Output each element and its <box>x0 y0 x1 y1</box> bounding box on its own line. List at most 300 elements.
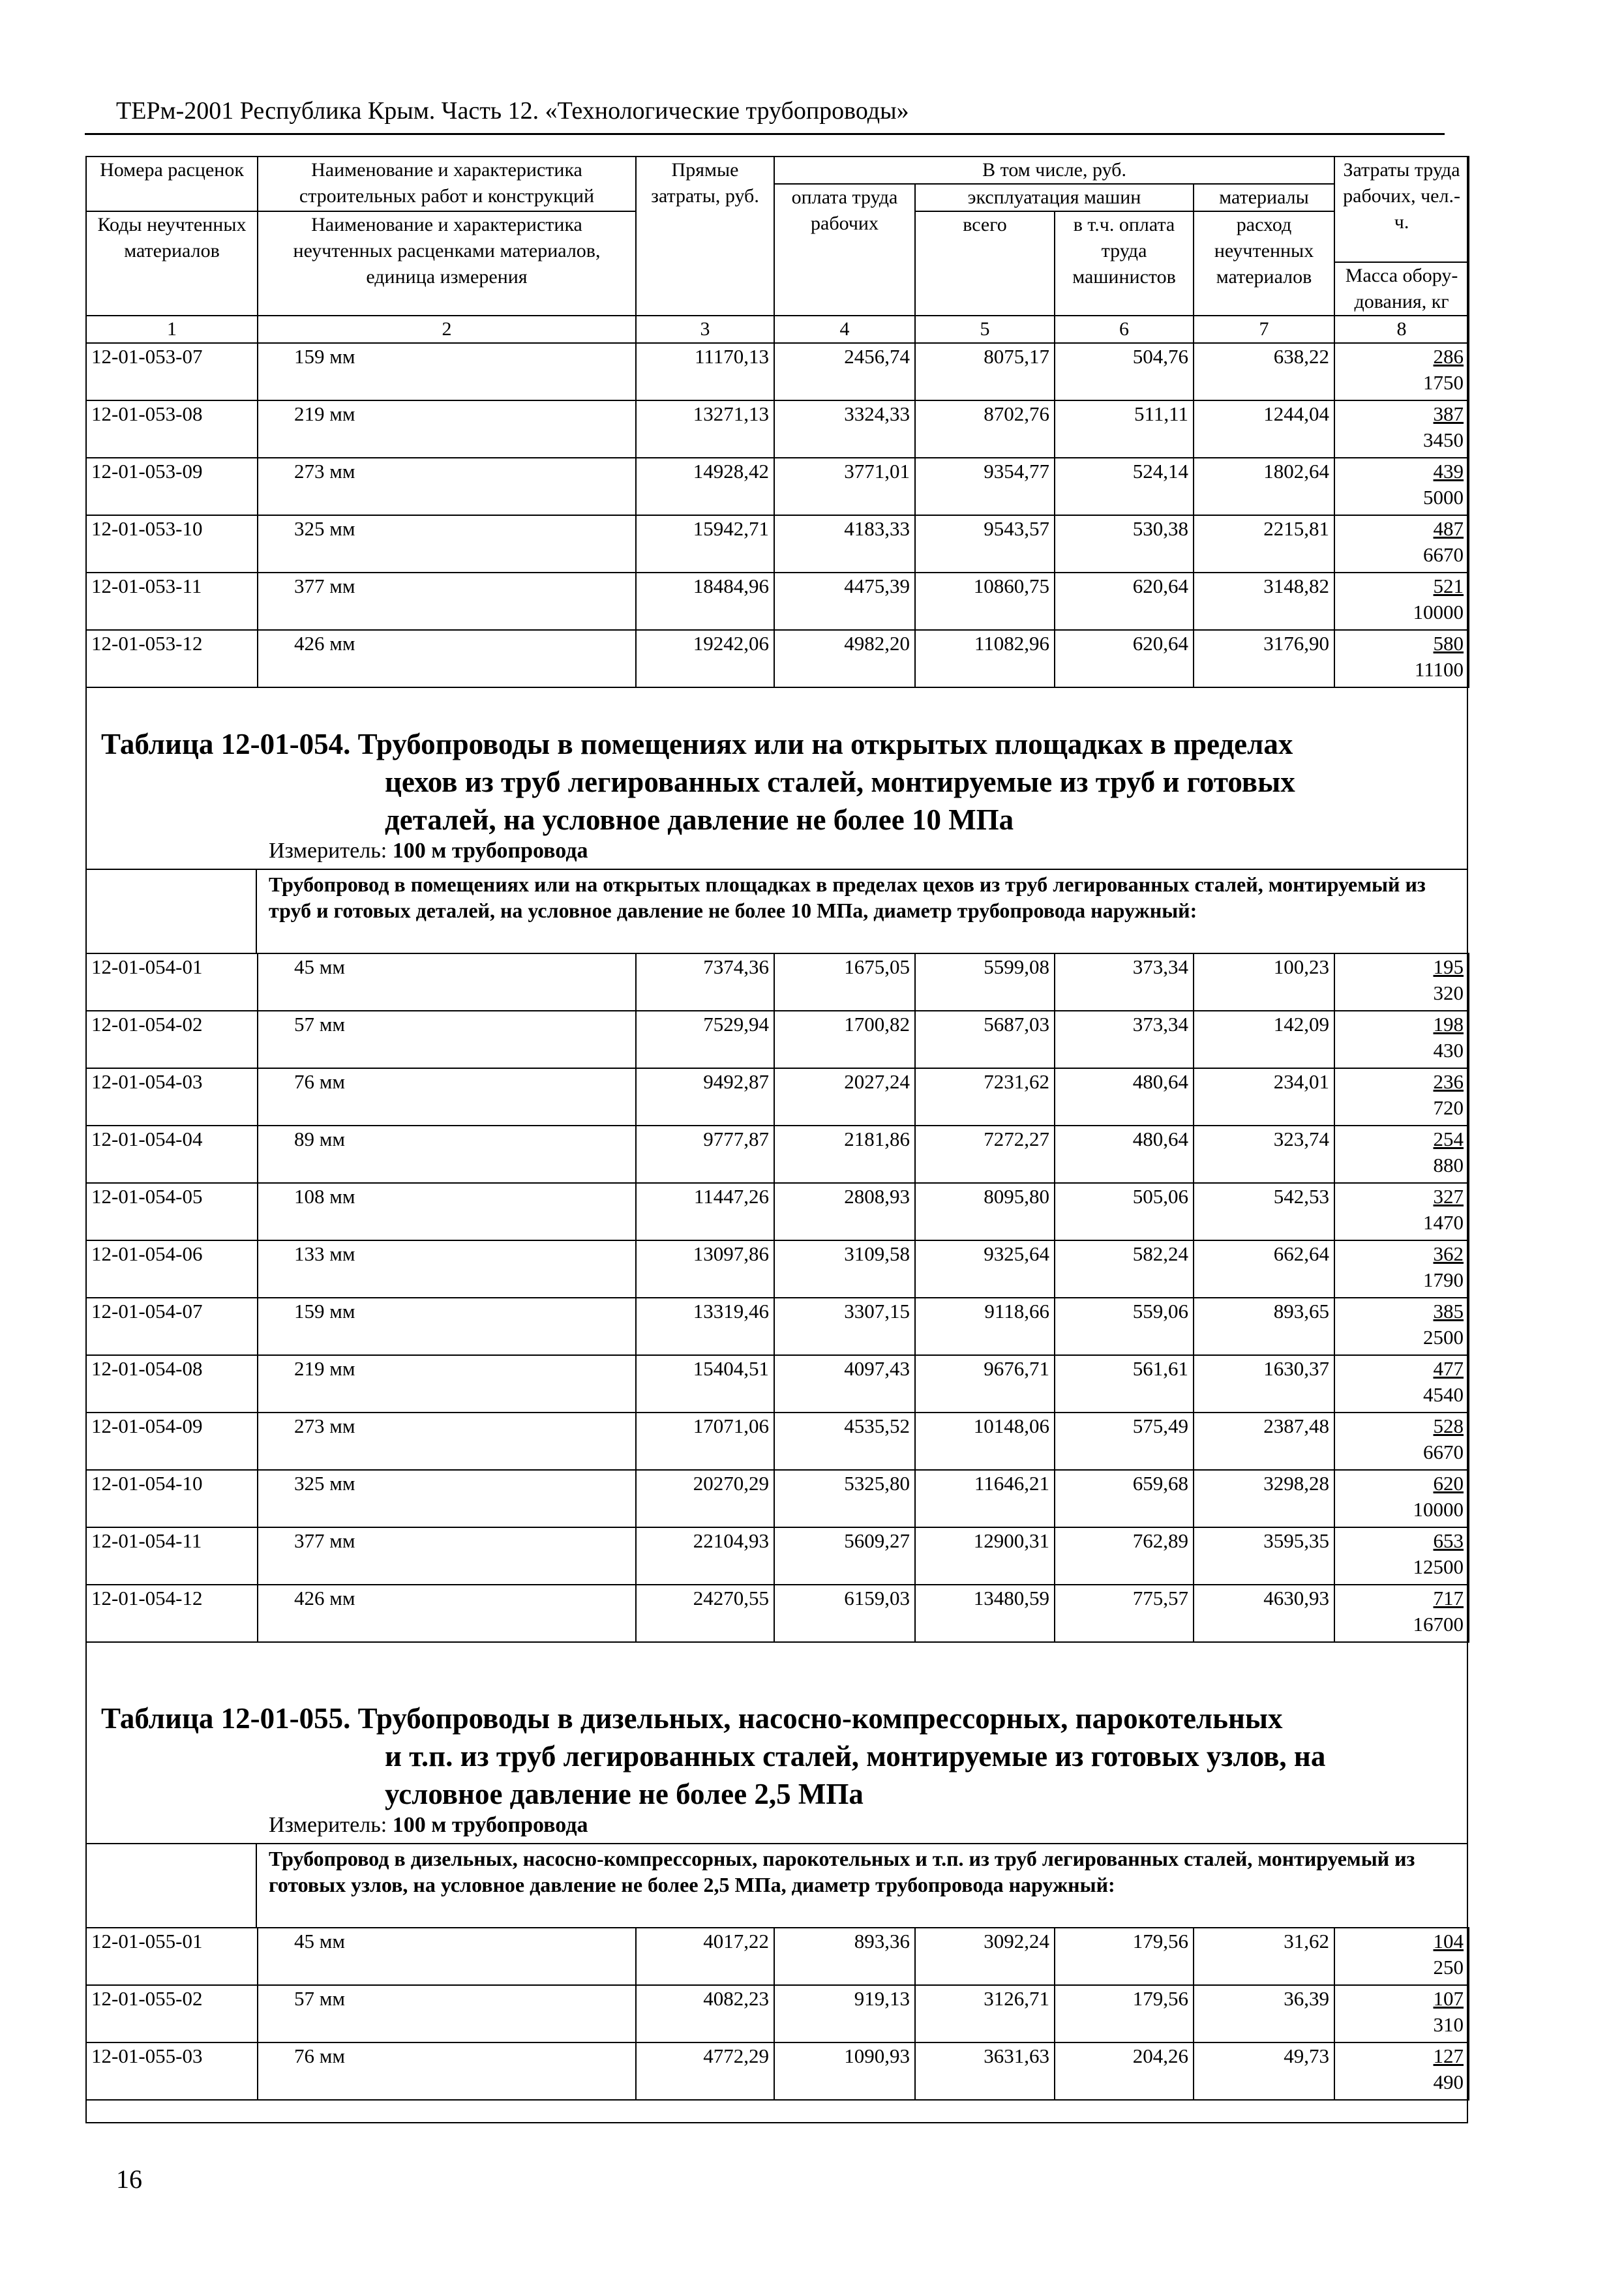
rate-code-value: 12-01-055-01 <box>91 1930 203 1952</box>
running-header: ТЕРм-2001 Республика Крым. Часть 12. «Технологические трубопроводы» <box>116 97 909 125</box>
rate-code <box>86 1527 258 1585</box>
header-rule <box>85 133 1445 135</box>
table-row <box>86 1355 1469 1413</box>
machine-cost <box>915 1470 1055 1527</box>
material-cost <box>1194 1985 1334 2042</box>
operator-labor-cost-value: 620,64 <box>1132 575 1188 597</box>
direct-cost-value: 13319,46 <box>693 1300 769 1323</box>
table-054-desc-divider <box>256 869 257 953</box>
work-name <box>258 1183 636 1240</box>
rate-code <box>86 953 258 1011</box>
machine-cost-value: 11646,21 <box>974 1472 1049 1495</box>
labor-hours-value: 127 <box>1433 2044 1464 2067</box>
machine-cost-value: 3631,63 <box>984 2044 1049 2067</box>
operator-labor-cost-value: 659,68 <box>1132 1472 1188 1495</box>
direct-cost <box>636 1527 774 1585</box>
table-row <box>86 400 1469 458</box>
operator-labor-cost-value: 530,38 <box>1132 517 1188 540</box>
labor-cost-value: 2456,74 <box>844 345 910 368</box>
labor-hours-value: 620 <box>1433 1472 1464 1495</box>
labor-hours-mass <box>1334 953 1469 1011</box>
work-name <box>258 1585 636 1642</box>
machine-cost-value: 9676,71 <box>984 1357 1049 1380</box>
table-row <box>86 1585 1469 1642</box>
direct-cost <box>636 343 774 400</box>
material-cost-value: 1630,37 <box>1263 1357 1329 1380</box>
labor-cost <box>774 343 915 400</box>
direct-cost-value: 22104,93 <box>693 1529 769 1552</box>
labor-cost-value: 3324,33 <box>844 402 910 425</box>
table-row <box>86 2042 1469 2100</box>
equipment-mass-value: 3450 <box>1423 428 1464 451</box>
labor-cost-value: 5609,27 <box>844 1529 910 1552</box>
material-cost <box>1194 515 1334 573</box>
labor-cost <box>774 1928 915 1985</box>
machine-cost-value: 8095,80 <box>984 1185 1049 1208</box>
labor-hours-value: 104 <box>1433 1930 1464 1952</box>
work-name-value: 219 мм <box>294 402 355 425</box>
rate-code-value: 12-01-054-11 <box>91 1529 202 1552</box>
operator-labor-cost-value: 204,26 <box>1132 2044 1188 2067</box>
material-cost <box>1194 953 1334 1011</box>
column-number: 5 <box>915 316 1055 343</box>
equipment-mass-value: 12500 <box>1413 1555 1464 1578</box>
labor-hours-value: 362 <box>1433 1242 1464 1265</box>
material-cost <box>1194 1126 1334 1183</box>
direct-cost <box>636 458 774 515</box>
work-name <box>258 400 636 458</box>
labor-hours-mass <box>1334 1183 1469 1240</box>
direct-cost <box>636 400 774 458</box>
labor-hours-mass <box>1334 1413 1469 1470</box>
table-row <box>86 1413 1469 1470</box>
work-name <box>258 953 636 1011</box>
col8-header-bottom: Масса обору-дования, кг <box>1334 262 1469 316</box>
meter-value: 100 м трубопровода <box>392 1813 588 1837</box>
column-number: 3 <box>636 316 774 343</box>
labor-hours-mass <box>1334 343 1469 400</box>
rate-code-value: 12-01-054-07 <box>91 1300 203 1323</box>
table-055-title-line3: условное давление не более 2,5 МПа <box>385 1778 864 1810</box>
work-name <box>258 1928 636 1985</box>
material-cost <box>1194 343 1334 400</box>
material-cost-value: 893,65 <box>1273 1300 1329 1323</box>
direct-cost-value: 9492,87 <box>703 1070 769 1093</box>
direct-cost <box>636 2042 774 2100</box>
equipment-mass-value: 16700 <box>1413 1613 1464 1636</box>
direct-cost <box>636 573 774 630</box>
material-cost <box>1194 1011 1334 1068</box>
rate-code-value: 12-01-054-02 <box>91 1013 203 1036</box>
operator-labor-cost <box>1055 1985 1194 2042</box>
direct-cost-value: 15942,71 <box>693 517 769 540</box>
operator-labor-cost-value: 511,11 <box>1134 402 1188 425</box>
material-cost-value: 1802,64 <box>1263 460 1330 483</box>
operator-labor-cost <box>1055 1011 1194 1068</box>
table-row <box>86 458 1469 515</box>
labor-cost-value: 2027,24 <box>844 1070 910 1093</box>
column-number: 1 <box>86 316 258 343</box>
equipment-mass-value: 10000 <box>1413 601 1464 623</box>
material-cost <box>1194 1928 1334 1985</box>
machine-cost-value: 7231,62 <box>984 1070 1049 1093</box>
rate-code-value: 12-01-053-08 <box>91 402 203 425</box>
direct-cost-value: 7529,94 <box>703 1013 769 1036</box>
equipment-mass-value: 430 <box>1433 1039 1464 1062</box>
labor-cost <box>774 458 915 515</box>
labor-hours-mass <box>1334 1355 1469 1413</box>
table-055-title-line1: Таблица 12-01-055. Трубопроводы в дизельных, насосно-компрессорных, парокотельных <box>101 1702 1283 1735</box>
labor-cost-value: 3771,01 <box>844 460 910 483</box>
table-row <box>86 515 1469 573</box>
column-number: 2 <box>258 316 636 343</box>
pricing-table-053 <box>85 156 1469 688</box>
table-row <box>86 573 1469 630</box>
table-055-meter <box>269 1813 588 1838</box>
material-cost <box>1194 1413 1334 1470</box>
direct-cost-value: 13271,13 <box>693 402 769 425</box>
rate-code-value: 12-01-054-10 <box>91 1472 203 1495</box>
rate-code <box>86 1298 258 1355</box>
labor-hours-value: 198 <box>1433 1013 1464 1036</box>
material-cost <box>1194 458 1334 515</box>
machine-cost <box>915 1240 1055 1298</box>
rate-code <box>86 1985 258 2042</box>
work-name <box>258 1413 636 1470</box>
direct-cost-value: 15404,51 <box>693 1357 769 1380</box>
rate-code <box>86 400 258 458</box>
rate-code <box>86 1928 258 1985</box>
equipment-mass-value: 4540 <box>1423 1383 1464 1406</box>
operator-labor-cost-value: 762,89 <box>1132 1529 1188 1552</box>
work-name-value: 45 мм <box>294 955 345 978</box>
machine-cost-value: 3126,71 <box>984 1987 1049 2010</box>
labor-hours-mass <box>1334 1985 1469 2042</box>
equipment-mass-value: 320 <box>1433 981 1464 1004</box>
work-name <box>258 1527 636 1585</box>
machine-cost <box>915 1298 1055 1355</box>
material-cost <box>1194 1183 1334 1240</box>
labor-cost <box>774 1355 915 1413</box>
table-row <box>86 1126 1469 1183</box>
table-row <box>86 1068 1469 1126</box>
rate-code-value: 12-01-054-05 <box>91 1185 203 1208</box>
operator-labor-cost <box>1055 1413 1194 1470</box>
table-row <box>86 1298 1469 1355</box>
page-number: 16 <box>116 2164 142 2194</box>
operator-labor-cost <box>1055 1928 1194 1985</box>
labor-cost-value: 893,36 <box>854 1930 910 1952</box>
operator-labor-cost-value: 505,06 <box>1132 1185 1188 1208</box>
labor-cost-value: 4535,52 <box>844 1414 910 1437</box>
operator-labor-cost <box>1055 1585 1194 1642</box>
work-name-value: 76 мм <box>294 1070 345 1093</box>
material-cost-value: 3176,90 <box>1263 632 1330 655</box>
table-row <box>86 630 1469 687</box>
direct-cost <box>636 1585 774 1642</box>
labor-hours-value: 286 <box>1433 345 1464 368</box>
rate-code <box>86 1470 258 1527</box>
equipment-mass-value: 250 <box>1433 1956 1464 1979</box>
machine-cost <box>915 1527 1055 1585</box>
work-name-value: 325 мм <box>294 1472 355 1495</box>
work-name-value: 426 мм <box>294 1587 355 1609</box>
work-name <box>258 458 636 515</box>
direct-cost-value: 20270,29 <box>693 1472 769 1495</box>
table-054-description: Трубопровод в помещениях или на открытых площадках в пределах цехов из труб легированных сталей, монтируемый из труб и готовых деталей, на условное давление не более 10 МПа, диаметр трубопровода наружный: <box>269 873 1426 922</box>
labor-hours-value: 327 <box>1433 1185 1464 1208</box>
work-name-value: 159 мм <box>294 345 355 368</box>
operator-labor-cost-value: 524,14 <box>1132 460 1188 483</box>
direct-cost <box>636 1355 774 1413</box>
col2-header-bottom: Наименование и характеристика неучтенных расценками материалов, единица измерения <box>258 211 636 316</box>
machine-cost <box>915 1183 1055 1240</box>
table-row <box>86 1240 1469 1298</box>
rate-code <box>86 1240 258 1298</box>
material-cost-value: 2387,48 <box>1263 1414 1329 1437</box>
labor-cost <box>774 1011 915 1068</box>
direct-cost-value: 7374,36 <box>703 955 769 978</box>
equipment-mass-value: 880 <box>1433 1154 1464 1176</box>
machine-cost <box>915 1068 1055 1126</box>
work-name-value: 76 мм <box>294 2044 345 2067</box>
labor-cost <box>774 1126 915 1183</box>
material-cost <box>1194 1585 1334 1642</box>
labor-hours-value: 528 <box>1433 1414 1464 1437</box>
meter-label: Измеритель: <box>269 1813 387 1837</box>
material-cost <box>1194 573 1334 630</box>
operator-labor-cost-value: 582,24 <box>1132 1242 1188 1265</box>
machine-cost-value: 9325,64 <box>984 1242 1049 1265</box>
work-name <box>258 1985 636 2042</box>
labor-hours-value: 487 <box>1433 517 1464 540</box>
labor-hours-mass <box>1334 1298 1469 1355</box>
work-name-value: 108 мм <box>294 1185 355 1208</box>
labor-hours-mass <box>1334 1068 1469 1126</box>
material-cost <box>1194 1355 1334 1413</box>
labor-cost <box>774 1413 915 1470</box>
rate-code-value: 12-01-053-09 <box>91 460 203 483</box>
rate-code-value: 12-01-053-11 <box>91 575 202 597</box>
group-header: В том числе, руб. <box>774 157 1334 184</box>
work-name-value: 45 мм <box>294 1930 345 1952</box>
operator-labor-cost <box>1055 458 1194 515</box>
work-name <box>258 573 636 630</box>
table-055-desc-divider <box>256 1843 257 1928</box>
labor-hours-mass <box>1334 573 1469 630</box>
labor-hours-value: 385 <box>1433 1300 1464 1323</box>
meter-value: 100 м трубопровода <box>392 839 588 863</box>
labor-hours-mass <box>1334 1527 1469 1585</box>
rate-code <box>86 1355 258 1413</box>
direct-cost-value: 24270,55 <box>693 1587 769 1609</box>
labor-hours-value: 477 <box>1433 1357 1464 1380</box>
work-name <box>258 1298 636 1355</box>
operator-labor-cost <box>1055 515 1194 573</box>
labor-hours-mass <box>1334 1011 1469 1068</box>
machine-cost <box>915 1011 1055 1068</box>
material-cost-value: 323,74 <box>1273 1128 1329 1150</box>
rate-code-value: 12-01-053-10 <box>91 517 203 540</box>
labor-cost-value: 5325,80 <box>844 1472 910 1495</box>
rate-code <box>86 573 258 630</box>
equipment-mass-value: 6670 <box>1423 1441 1464 1463</box>
rate-code <box>86 1585 258 1642</box>
machine-cost-value: 10148,06 <box>973 1414 1049 1437</box>
work-name-value: 325 мм <box>294 517 355 540</box>
table-row <box>86 1470 1469 1527</box>
rate-code <box>86 1011 258 1068</box>
table-054-title-line2: цехов из труб легированных сталей, монтируемые из труб и готовых <box>385 766 1295 798</box>
operator-labor-cost-value: 373,34 <box>1132 1013 1188 1036</box>
material-cost <box>1194 630 1334 687</box>
direct-cost-value: 18484,96 <box>693 575 769 597</box>
material-cost-value: 542,53 <box>1273 1185 1329 1208</box>
table-row <box>86 1527 1469 1585</box>
pricing-table-055 <box>85 1927 1469 2101</box>
work-name-value: 377 мм <box>294 575 355 597</box>
labor-hours-value: 107 <box>1433 1987 1464 2010</box>
labor-cost-value: 4183,33 <box>844 517 910 540</box>
labor-hours-mass <box>1334 458 1469 515</box>
rate-code-value: 12-01-053-07 <box>91 345 203 368</box>
operator-labor-cost-value: 373,34 <box>1132 955 1188 978</box>
machine-cost <box>915 1928 1055 1985</box>
column-number: 8 <box>1334 316 1469 343</box>
direct-cost-value: 11447,26 <box>693 1185 769 1208</box>
direct-cost <box>636 1126 774 1183</box>
direct-cost <box>636 1068 774 1126</box>
operator-labor-cost-value: 179,56 <box>1132 1987 1188 2010</box>
machine-cost-value: 3092,24 <box>984 1930 1049 1952</box>
labor-cost <box>774 630 915 687</box>
labor-cost <box>774 1183 915 1240</box>
direct-cost-value: 13097,86 <box>693 1242 769 1265</box>
direct-cost-value: 17071,06 <box>693 1414 769 1437</box>
operator-labor-cost-value: 480,64 <box>1132 1128 1188 1150</box>
labor-cost-value: 1090,93 <box>844 2044 910 2067</box>
rate-code <box>86 515 258 573</box>
labor-hours-value: 580 <box>1433 632 1464 655</box>
operator-labor-cost <box>1055 630 1194 687</box>
labor-cost-value: 4475,39 <box>844 575 910 597</box>
machines-header: эксплуатация машин <box>915 184 1194 211</box>
operator-labor-cost-value: 504,76 <box>1132 345 1188 368</box>
labor-hours-value: 236 <box>1433 1070 1464 1093</box>
table-row <box>86 1928 1469 1985</box>
work-name <box>258 343 636 400</box>
labor-hours-mass <box>1334 400 1469 458</box>
direct-cost <box>636 1413 774 1470</box>
work-name <box>258 1068 636 1126</box>
table-row <box>86 1011 1469 1068</box>
material-cost <box>1194 1298 1334 1355</box>
work-name-value: 426 мм <box>294 632 355 655</box>
material-cost-value: 2215,81 <box>1263 517 1330 540</box>
labor-cost <box>774 1985 915 2042</box>
labor-cost-value: 6159,03 <box>844 1587 910 1609</box>
direct-cost-value: 19242,06 <box>693 632 769 655</box>
equipment-mass-value: 1750 <box>1423 371 1464 394</box>
machine-cost-value: 8075,17 <box>984 345 1049 368</box>
equipment-mass-value: 6670 <box>1423 543 1464 566</box>
table-055-description: Трубопровод в дизельных, насосно-компрессорных, парокотельных и т.п. из труб легированных сталей, монтируемый из готовых узлов, на условное давление не более 2,5 МПа, диаметр трубопровода наружный: <box>269 1847 1415 1896</box>
material-cost-value: 234,01 <box>1273 1070 1329 1093</box>
labor-cost-value: 2808,93 <box>844 1185 910 1208</box>
table-row <box>86 953 1469 1011</box>
material-cost-value: 100,23 <box>1273 955 1329 978</box>
material-cost-value: 142,09 <box>1273 1013 1329 1036</box>
direct-cost <box>636 953 774 1011</box>
operator-labor-cost <box>1055 1527 1194 1585</box>
rate-code <box>86 1183 258 1240</box>
direct-cost <box>636 630 774 687</box>
labor-cost <box>774 1068 915 1126</box>
table-row <box>86 1985 1469 2042</box>
work-name <box>258 515 636 573</box>
table-row <box>86 343 1469 400</box>
machine-cost-value: 5687,03 <box>984 1013 1049 1036</box>
rate-code-value: 12-01-054-06 <box>91 1242 203 1265</box>
equipment-mass-value: 11100 <box>1414 658 1464 681</box>
direct-cost <box>636 1240 774 1298</box>
labor-cost <box>774 515 915 573</box>
labor-hours-value: 439 <box>1433 460 1464 483</box>
rate-code <box>86 458 258 515</box>
direct-cost <box>636 1928 774 1985</box>
equipment-mass-value: 720 <box>1433 1096 1464 1119</box>
col1-header-top: Номера расценок <box>86 157 258 211</box>
machine-cost <box>915 1985 1055 2042</box>
table-055-title <box>101 1699 1325 1813</box>
material-cost <box>1194 2042 1334 2100</box>
table-054-top-rule <box>85 869 1468 870</box>
material-cost <box>1194 1068 1334 1126</box>
material-cost-value: 4630,93 <box>1263 1587 1329 1609</box>
work-name <box>258 1126 636 1183</box>
labor-cost-value: 1675,05 <box>844 955 910 978</box>
work-name <box>258 2042 636 2100</box>
equipment-mass-value: 10000 <box>1413 1498 1464 1521</box>
machine-cost-value: 11082,96 <box>974 632 1049 655</box>
material-cost-value: 3148,82 <box>1263 575 1330 597</box>
labor-hours-mass <box>1334 630 1469 687</box>
operator-labor-cost-value: 480,64 <box>1132 1070 1188 1093</box>
labor-cost-value: 2181,86 <box>844 1128 910 1150</box>
pricing-table-054 <box>85 953 1469 1643</box>
operator-labor-cost <box>1055 1470 1194 1527</box>
material-cost-value: 1244,04 <box>1263 402 1330 425</box>
machine-cost <box>915 1585 1055 1642</box>
machine-cost <box>915 458 1055 515</box>
work-name-value: 273 мм <box>294 460 355 483</box>
rate-code <box>86 343 258 400</box>
labor-hours-value: 653 <box>1433 1529 1464 1552</box>
operator-labor-cost <box>1055 573 1194 630</box>
operator-labor-cost <box>1055 1355 1194 1413</box>
labor-cost-value: 3109,58 <box>844 1242 910 1265</box>
work-name <box>258 1011 636 1068</box>
labor-hours-mass <box>1334 1585 1469 1642</box>
col7-header: расход неучтенных материалов <box>1194 211 1334 316</box>
column-number: 7 <box>1194 316 1334 343</box>
machine-cost-value: 9354,77 <box>984 460 1049 483</box>
column-number: 4 <box>774 316 915 343</box>
machine-cost-value: 9118,66 <box>984 1300 1049 1323</box>
labor-cost <box>774 2042 915 2100</box>
labor-hours-mass <box>1334 515 1469 573</box>
machine-cost <box>915 630 1055 687</box>
